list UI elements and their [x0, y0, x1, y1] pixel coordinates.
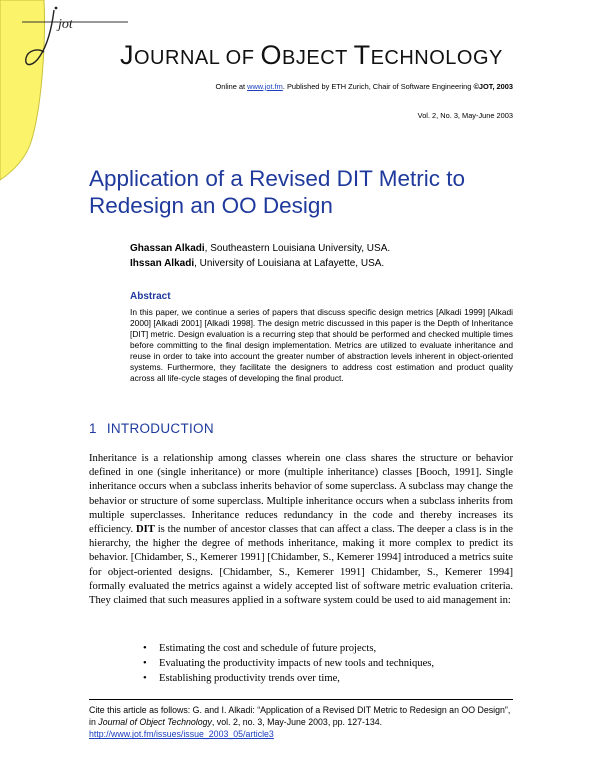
list-item: • Evaluating the productivity impacts of new tools and techniques, [143, 657, 523, 672]
publication-info: Online at www.jot.fm. Published by ETH Zurich, Chair of Software Engineering ©JOT, 2003 [215, 82, 513, 91]
jot-logo [18, 6, 128, 76]
citation-footnote: Cite this article as follows: G. and I. Alkadi: “Application of a Revised DIT Metric to Redesign an OO Design”, in Journal of Object Technology, vol. 2, no. 3, May-June 2003, pp. 127-134. http://www.jot.fm/issues/issue_2003_05/article3 [89, 705, 511, 740]
list-item: • Establishing productivity trends over time, [143, 672, 523, 687]
journal-title: JOURNAL OF OBJECT TECHNOLOGY [120, 40, 503, 70]
list-item: • Estimating the cost and schedule of future projects, [143, 642, 523, 657]
author-entry: Ihssan Alkadi, University of Louisiana at Lafayette, USA. [130, 258, 385, 269]
abstract-heading: Abstract [130, 291, 171, 302]
section-heading: 1 INTRODUCTION [89, 421, 214, 436]
volume-info: Vol. 2, No. 3, May-June 2003 [417, 111, 513, 120]
author-entry: Ghassan Alkadi, Southeastern Louisiana University, USA. [130, 243, 391, 254]
logo-text: jot [58, 17, 73, 32]
abstract-text: In this paper, we continue a series of papers that discuss specific design metrics [Alkadi 1999] [Alkadi 2000] [Alkadi 2001] [Alkadi 1998]. The design metric discussed in this paper is the Depth of Inheritance [DIT] metric. Design evaluation is a recurring step that should be performed and checked multiple times before committing to the final design implementation. Metrics are utilized to evaluate inheritance and reuse in order to take into account the greater number of abstraction levels inherent in object-oriented systems. Furthermore, they facilitate the designers to address cost estimation and product quality across all life-cycle stages of developing the final product. [130, 307, 513, 383]
jot-website-link[interactable]: www.jot.fm [247, 82, 283, 91]
paper-title: Application of a Revised DIT Metric to Redesign an OO Design [89, 166, 465, 218]
article-url-link[interactable]: http://www.jot.fm/issues/issue_2003_05/article3 [89, 729, 274, 740]
body-paragraph: Inheritance is a relationship among classes wherein one class shares the structure or behavior defined in one (single inheritance) or more (multiple inheritance) classes [Booch, 1991]. Single inheritance occurs when a subclass inherits behavior of some superclass. A subclass may change the behavior or structure of some superclass. Multiple inheritance occurs when a subclass inherits from multiple superclasses. Inheritance reduces redundancy in the code and thereby increases its efficiency. DIT is the number of ancestor classes that can affect a class. The deeper a class is in the hierarchy, the higher the degree of methods inheritance, making it more complex to predict its behavior. [Chidamber, S., Kemerer 1991] [Chidamber, S., Kemerer 1994] introduced a metrics suite for object-oriented designs. [Chidamber, S., Kemerer 1991] Chidamber, S., Kemerer 1994] formally evaluated the metrics against a widely accepted list of software metric evaluation criteria. They claimed that such measures applied in a software system could be used to aid management in: [89, 453, 513, 607]
author-list [130, 241, 390, 271]
footnote-divider [89, 699, 513, 700]
bullet-list [143, 642, 523, 686]
author-name: Ihssan Alkadi [130, 258, 195, 269]
author-name: Ghassan Alkadi [130, 243, 205, 254]
